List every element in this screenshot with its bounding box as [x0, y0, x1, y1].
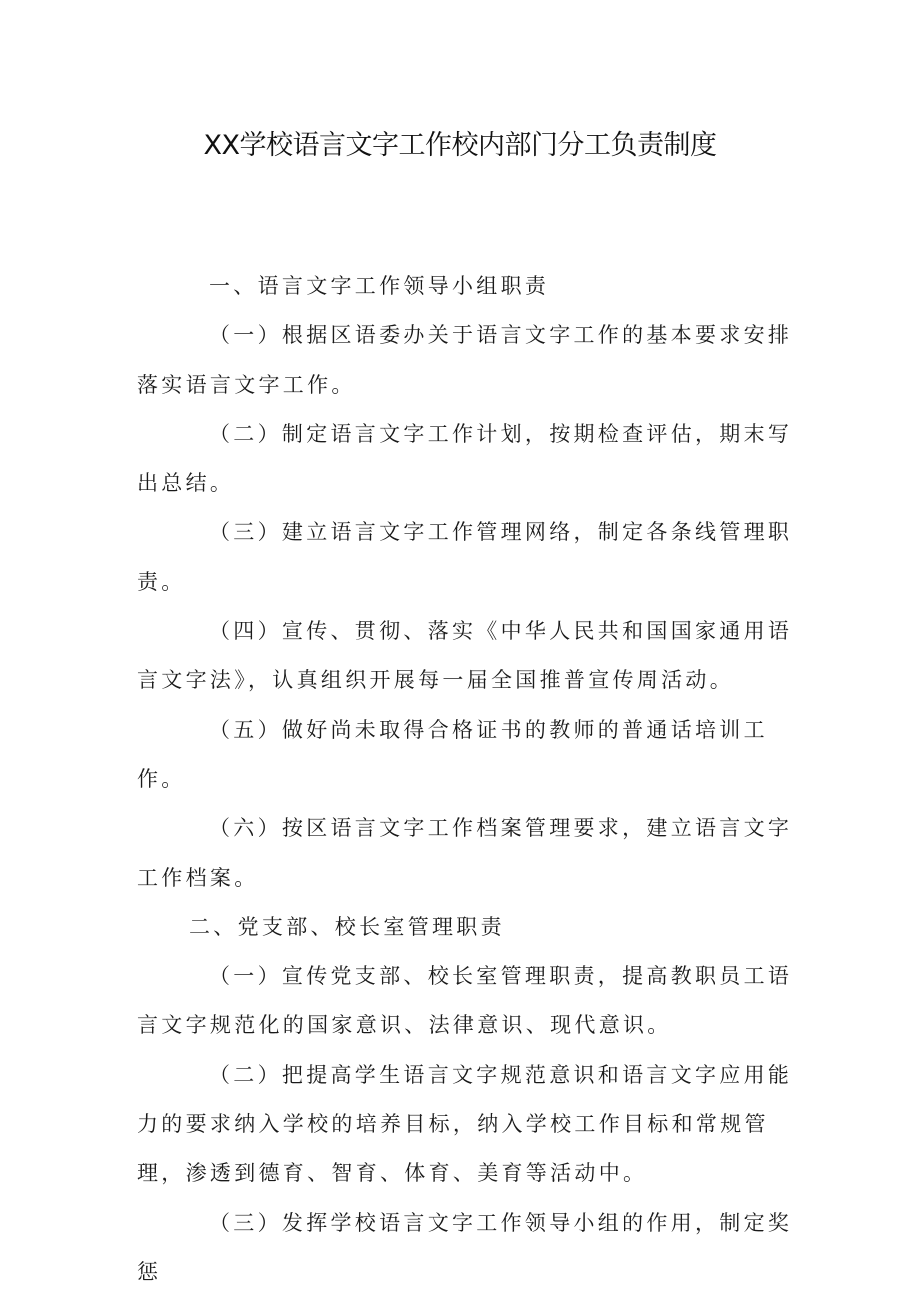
- list-item: （一）根据区语委办关于语言文字工作的基本要求安排落实语言文字工作。: [137, 323, 793, 397]
- list-item: （二）制定语言文字工作计划，按期检查评估，期末写出总结。: [137, 421, 793, 496]
- section-heading: 一、语言文字工作领导小组职责: [209, 274, 550, 298]
- document-body: [137, 262, 797, 1297]
- list-item: （二）把提高学生语言文字规范意识和语言文字应用能力的要求纳入学校的培养目标，纳入学校工作目标和常规管理，渗透到德育、智育、体育、美育等活动中。: [137, 1062, 793, 1186]
- section-heading: 二、党支部、校长室管理职责: [189, 914, 505, 939]
- list-item: （一）宣传党支部、校长室管理职责，提高教职员工语言文字规范化的国家意识、法律意识、现代意识。: [137, 964, 793, 1038]
- list-item: （六）按区语言文字工作档案管理要求，建立语言文字工作档案。: [137, 816, 793, 890]
- list-item: （四）宣传、贯彻、落实《中华人民共和国国家通用语言文字法》，认真组织开展每一届全国推普宣传周活动。: [137, 619, 793, 693]
- document-title: XX学校语言文字工作校内部门分工负责制度: [203, 130, 717, 161]
- list-item: （五）做好尚未取得合格证书的教师的普通话培训工作。: [137, 717, 768, 791]
- list-item: （三）建立语言文字工作管理网络，制定各条线管理职责。: [137, 520, 793, 594]
- list-item: （三）发挥学校语言文字工作领导小组的作用，制定奖惩: [137, 1210, 793, 1284]
